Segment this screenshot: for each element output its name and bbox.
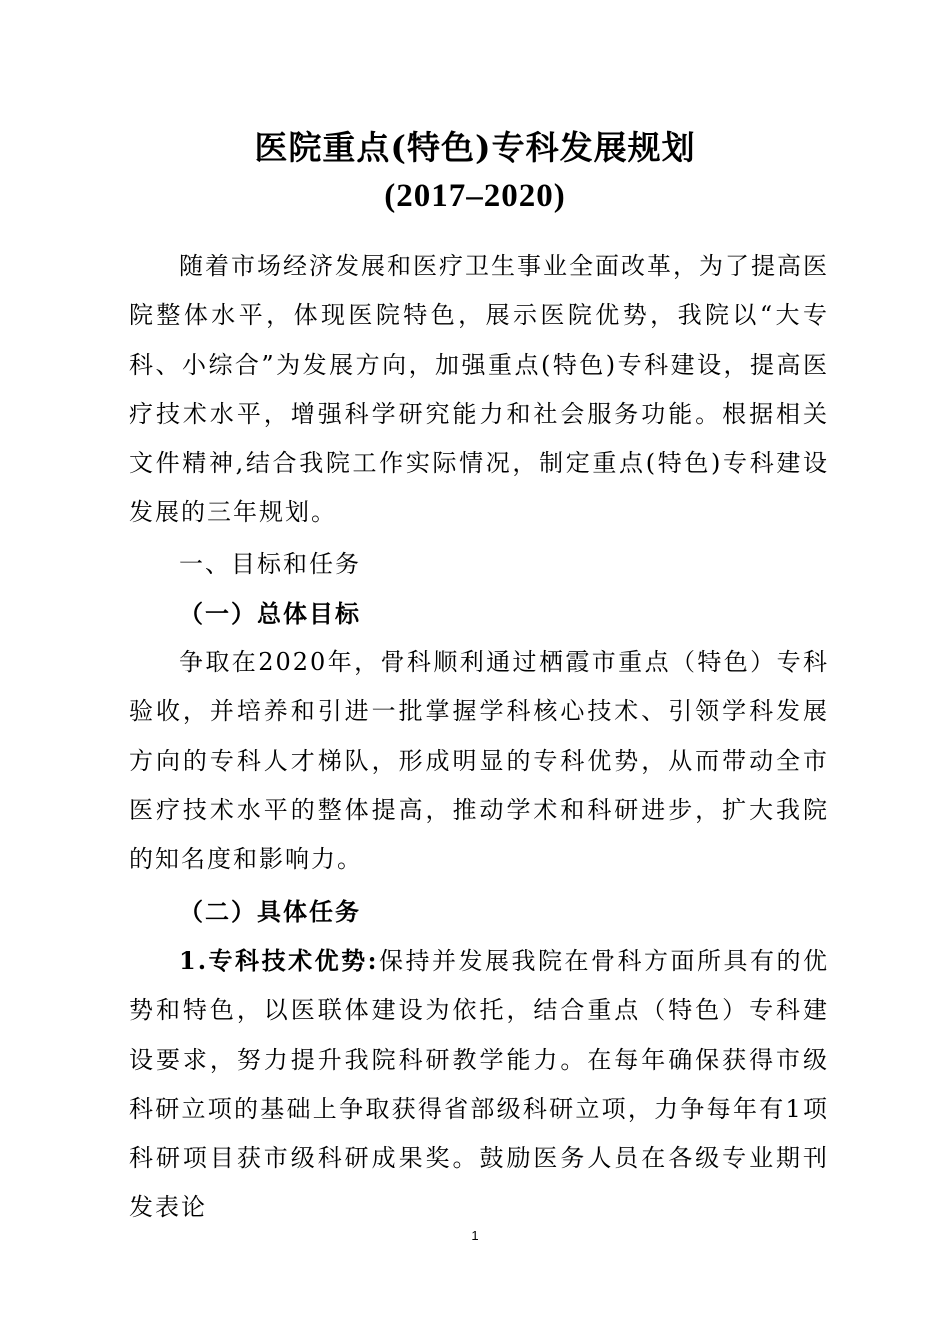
document-title-years: (2017–2020) (384, 178, 566, 214)
task-item-1-body: 保持并发展我院在骨科方面所具有的优势和特色，以医联体建设为依托，结合重点（特色）专科建设要求，努力提升我院科研教学能力。在每年确保获得市级科研立项的基础上争取获得省部级科研立项，力争每年有1项科研项目获市级科研成果奖。鼓励医务人员在各级专业期刊发表论 (129, 947, 829, 1222)
task-item-1-label: 1.专科技术优势: (179, 946, 379, 975)
page-number: 1 (471, 1228, 479, 1243)
document-title: 医院重点(特色)专科发展规划 (254, 128, 696, 167)
section-heading-goals-tasks: 一、目标和任务 (179, 550, 361, 578)
subsection-heading-overall-goal: （一）总体目标 (179, 599, 361, 628)
intro-paragraph: 随着市场经济发展和医疗卫生事业全面改革，为了提高医院整体水平，体现医院特色，展示医院优势，我院以“大专科、小综合”为发展方向，加强重点(特色)专科建设，提高医疗技术水平，增强科学研究能力和社会服务功能。根据相关文件精神,结合我院工作实际情况，制定重点(特色)专科建设发展的三年规划。 (129, 252, 829, 527)
overall-goal-paragraph: 争取在2020年，骨科顺利通过栖霞市重点（特色）专科验收，并培养和引进一批掌握学科核心技术、引领学科发展方向的专科人才梯队，形成明显的专科优势，从而带动全市医疗技术水平的整体提高，推动学术和科研进步，扩大我院的知名度和影响力。 (129, 648, 829, 874)
task-item-1-paragraph (129, 936, 829, 1233)
subsection-heading-specific-tasks: （二）具体任务 (179, 897, 361, 926)
